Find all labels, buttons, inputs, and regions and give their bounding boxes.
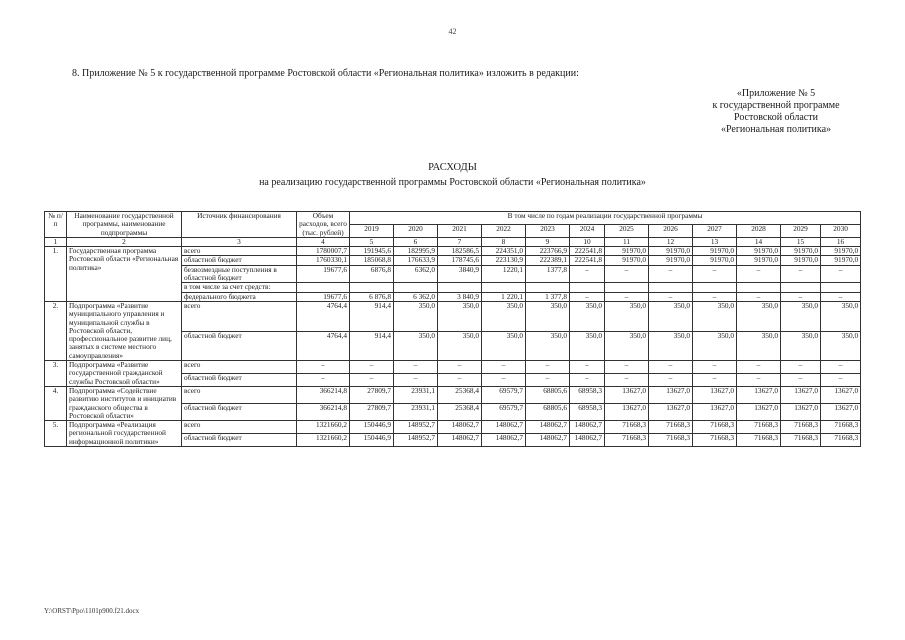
funding-source: областной бюджет	[182, 331, 297, 361]
year-value: 148952,7	[394, 434, 438, 447]
year-value: 68958,3	[570, 386, 605, 403]
year-value: 350,0	[781, 331, 821, 361]
year-value: 6876,8	[350, 265, 394, 283]
column-number: 13	[693, 237, 737, 246]
year-value: –	[605, 292, 649, 301]
year-value: 91970,0	[821, 256, 861, 265]
total-value: –	[297, 361, 350, 374]
program-number: 5.	[45, 421, 67, 447]
program-name: Подпрограмма «Развитие муниципального управления и муниципальной службы в Ростовской области, профессиональное развитие лиц, занятых в системе местного самоуправления»	[67, 301, 182, 360]
year-value	[649, 283, 693, 292]
year-value: –	[649, 373, 693, 386]
year-value: –	[649, 292, 693, 301]
year-value: 71668,3	[737, 434, 781, 447]
header-year: 2025	[605, 224, 649, 237]
column-number: 5	[350, 237, 394, 246]
year-value: –	[482, 373, 526, 386]
year-value	[821, 283, 861, 292]
year-value: 13627,0	[737, 386, 781, 403]
year-value: –	[438, 361, 482, 374]
year-value: 69579,7	[482, 404, 526, 421]
total-value	[297, 283, 350, 292]
column-number: 12	[649, 237, 693, 246]
column-number: 3	[182, 237, 297, 246]
year-value: –	[649, 265, 693, 283]
column-number: 8	[482, 237, 526, 246]
year-value	[737, 283, 781, 292]
year-value: –	[350, 373, 394, 386]
funding-source: всего	[182, 301, 297, 331]
year-value: 350,0	[649, 301, 693, 331]
year-value: 27809,7	[350, 404, 394, 421]
year-value: 148062,7	[482, 434, 526, 447]
header-volume: Объем расходов, всего (тыс. рублей)	[297, 212, 350, 238]
header-year: 2020	[394, 224, 438, 237]
total-value: 1321660,2	[297, 421, 350, 434]
program-name: Подпрограмма «Развитие государственной гражданской службы Ростовской области»	[67, 361, 182, 387]
year-value: 350,0	[693, 331, 737, 361]
intro-text: 8. Приложение № 5 к государственной программе Ростовской области «Региональная политика» изложить в редакции:	[72, 68, 579, 79]
funding-source: всего	[182, 386, 297, 403]
year-value: 71668,3	[605, 421, 649, 434]
column-number: 6	[394, 237, 438, 246]
year-value: 223130,9	[482, 256, 526, 265]
year-value: –	[781, 361, 821, 374]
year-value: 150446,9	[350, 434, 394, 447]
year-value: 13627,0	[605, 386, 649, 403]
year-value: 222541,8	[570, 247, 605, 256]
year-value: –	[821, 373, 861, 386]
year-value: 25368,4	[438, 386, 482, 403]
column-number: 4	[297, 237, 350, 246]
year-value: 25368,4	[438, 404, 482, 421]
year-value: 148062,7	[482, 421, 526, 434]
table-row	[45, 361, 861, 374]
program-name: Государственная программа Ростовской области «Региональная политика»	[67, 247, 182, 302]
year-value: 71668,3	[693, 421, 737, 434]
year-value: 13627,0	[693, 386, 737, 403]
column-number: 15	[781, 237, 821, 246]
appendix-line-4: «Региональная политика»	[720, 124, 832, 135]
year-value: 223766,9	[526, 247, 570, 256]
year-value: 91970,0	[649, 247, 693, 256]
year-value: 13627,0	[737, 404, 781, 421]
document-heading: РАСХОДЫ	[428, 162, 477, 173]
year-value: –	[526, 361, 570, 374]
year-value: –	[526, 373, 570, 386]
year-value: 350,0	[394, 301, 438, 331]
funding-source: в том числе за счет средств:	[182, 283, 297, 292]
table-row	[45, 421, 861, 434]
header-year: 2024	[570, 224, 605, 237]
year-value	[605, 283, 649, 292]
year-value: 3840,9	[438, 265, 482, 283]
year-value: 350,0	[570, 301, 605, 331]
funding-source: областной бюджет	[182, 256, 297, 265]
header-year: 2019	[350, 224, 394, 237]
year-value: 350,0	[605, 301, 649, 331]
year-value: 6 876,8	[350, 292, 394, 301]
year-value: 13627,0	[649, 404, 693, 421]
program-number: 1.	[45, 247, 67, 302]
total-value: 4764,4	[297, 301, 350, 331]
header-year: 2021	[438, 224, 482, 237]
year-value: 91970,0	[605, 256, 649, 265]
year-value: 148062,7	[570, 421, 605, 434]
year-value: 68805,6	[526, 404, 570, 421]
page-number: 42	[448, 27, 457, 36]
year-value: 1 377,8	[526, 292, 570, 301]
year-value: –	[394, 373, 438, 386]
year-value: 68805,6	[526, 386, 570, 403]
year-value: 68958,3	[570, 404, 605, 421]
year-value: 350,0	[693, 301, 737, 331]
year-value: 71668,3	[781, 421, 821, 434]
year-value: 71668,3	[605, 434, 649, 447]
year-value: 148062,7	[526, 434, 570, 447]
year-value: 176633,9	[394, 256, 438, 265]
column-number: 2	[67, 237, 182, 246]
year-value: 1377,8	[526, 265, 570, 283]
year-value: 91970,0	[821, 247, 861, 256]
year-value: 91970,0	[737, 256, 781, 265]
year-value: 91970,0	[605, 247, 649, 256]
year-value: 71668,3	[649, 434, 693, 447]
year-value: 350,0	[482, 331, 526, 361]
year-value: 350,0	[438, 331, 482, 361]
year-value: 13627,0	[781, 386, 821, 403]
year-value: 91970,0	[649, 256, 693, 265]
funding-source: федерального бюджета	[182, 292, 297, 301]
header-source: Источник финансирования	[182, 212, 297, 238]
column-number: 11	[605, 237, 649, 246]
year-value: 23931,1	[394, 404, 438, 421]
expenses-table	[44, 211, 861, 447]
year-value: –	[605, 361, 649, 374]
year-value	[570, 283, 605, 292]
year-value: 13627,0	[781, 404, 821, 421]
year-value: –	[605, 373, 649, 386]
year-value: –	[570, 373, 605, 386]
year-value: 6362,0	[394, 265, 438, 283]
year-value: –	[781, 265, 821, 283]
year-value: –	[570, 292, 605, 301]
year-value: 914,4	[350, 331, 394, 361]
year-value: 222541,8	[570, 256, 605, 265]
year-value: 148062,7	[438, 434, 482, 447]
year-value: 1220,1	[482, 265, 526, 283]
header-year: 2028	[737, 224, 781, 237]
year-value: –	[693, 292, 737, 301]
year-value: 350,0	[605, 331, 649, 361]
year-value: –	[570, 265, 605, 283]
year-value: 350,0	[821, 331, 861, 361]
column-numbers-row	[45, 237, 861, 246]
year-value: 191945,6	[350, 247, 394, 256]
header-year: 2027	[693, 224, 737, 237]
year-value: 148062,7	[438, 421, 482, 434]
header-year: 2022	[482, 224, 526, 237]
funding-source: областной бюджет	[182, 434, 297, 447]
year-value: 148062,7	[570, 434, 605, 447]
year-value: 182586,5	[438, 247, 482, 256]
total-value: 1780007,7	[297, 247, 350, 256]
year-value: 71668,3	[693, 434, 737, 447]
funding-source: областной бюджет	[182, 373, 297, 386]
appendix-line-2: к государственной программе	[712, 100, 840, 111]
year-value: 222389,1	[526, 256, 570, 265]
year-value: –	[781, 292, 821, 301]
header-year: 2026	[649, 224, 693, 237]
table-header-row	[45, 212, 861, 225]
year-value: 71668,3	[649, 421, 693, 434]
year-value: –	[821, 361, 861, 374]
header-name: Наименование государственной программы, наименование подпрограммы	[67, 212, 182, 238]
year-value	[526, 283, 570, 292]
year-value	[350, 283, 394, 292]
year-value: 71668,3	[781, 434, 821, 447]
funding-source: всего	[182, 421, 297, 434]
appendix-line-1: «Приложение № 5	[736, 88, 816, 99]
total-value: 4764,4	[297, 331, 350, 361]
total-value: –	[297, 373, 350, 386]
column-number: 7	[438, 237, 482, 246]
table-row	[45, 301, 861, 331]
year-value: 350,0	[737, 301, 781, 331]
table-row	[45, 247, 861, 256]
total-value: 19677,6	[297, 265, 350, 283]
year-value: 350,0	[737, 331, 781, 361]
year-value	[438, 283, 482, 292]
appendix-line-3: Ростовской области	[734, 112, 818, 123]
year-value: 91970,0	[693, 256, 737, 265]
year-value: 350,0	[570, 331, 605, 361]
year-value: –	[350, 361, 394, 374]
funding-source: всего	[182, 247, 297, 256]
year-value	[482, 283, 526, 292]
year-value: 69579,7	[482, 386, 526, 403]
year-value: 350,0	[781, 301, 821, 331]
year-value: 13627,0	[605, 404, 649, 421]
column-number: 14	[737, 237, 781, 246]
header-year: 2029	[781, 224, 821, 237]
header-year: 2030	[821, 224, 861, 237]
year-value: 6 362,0	[394, 292, 438, 301]
year-value: 350,0	[526, 301, 570, 331]
total-value: 19677,6	[297, 292, 350, 301]
year-value: 148952,7	[394, 421, 438, 434]
program-number: 2.	[45, 301, 67, 360]
year-value: 91970,0	[781, 247, 821, 256]
year-value: 71668,3	[821, 421, 861, 434]
funding-source: областной бюджет	[182, 404, 297, 421]
year-value: 350,0	[526, 331, 570, 361]
year-value: 350,0	[394, 331, 438, 361]
year-value: 350,0	[821, 301, 861, 331]
year-value: –	[693, 373, 737, 386]
funding-source: безвозмездные поступления в областной бюджет	[182, 265, 297, 283]
year-value: 91970,0	[781, 256, 821, 265]
year-value	[693, 283, 737, 292]
total-value: 1321660,2	[297, 434, 350, 447]
year-value: 914,4	[350, 301, 394, 331]
year-value: –	[737, 373, 781, 386]
total-value: 1760330,1	[297, 256, 350, 265]
table-row	[45, 386, 861, 403]
program-name: Подпрограмма «Содействие развитию институтов и инициатив гражданского общества в Ростовской области»	[67, 386, 182, 420]
year-value: –	[821, 292, 861, 301]
year-value: 150446,9	[350, 421, 394, 434]
column-number: 1	[45, 237, 67, 246]
year-value: 148062,7	[526, 421, 570, 434]
column-number: 10	[570, 237, 605, 246]
year-value: 1 220,1	[482, 292, 526, 301]
year-value: 91970,0	[693, 247, 737, 256]
year-value: –	[482, 361, 526, 374]
year-value: 3 840,9	[438, 292, 482, 301]
year-value: –	[693, 265, 737, 283]
year-value: –	[737, 265, 781, 283]
year-value: –	[737, 361, 781, 374]
funding-source: всего	[182, 361, 297, 374]
year-value: 178745,6	[438, 256, 482, 265]
year-value: 224351,0	[482, 247, 526, 256]
year-value: 350,0	[438, 301, 482, 331]
year-value: –	[737, 292, 781, 301]
program-number: 4.	[45, 386, 67, 420]
column-number: 9	[526, 237, 570, 246]
year-value: –	[649, 361, 693, 374]
total-value: 366214,8	[297, 404, 350, 421]
header-years-group: В том числе по годам реализации государственной программы	[350, 212, 861, 225]
total-value: 366214,8	[297, 386, 350, 403]
year-value: –	[781, 373, 821, 386]
year-value: 27809,7	[350, 386, 394, 403]
year-value	[394, 283, 438, 292]
document-subheading: на реализацию государственной программы Ростовской области «Региональная политика»	[259, 177, 646, 188]
year-value: –	[438, 373, 482, 386]
year-value: –	[394, 361, 438, 374]
year-value: 185068,8	[350, 256, 394, 265]
year-value: 13627,0	[693, 404, 737, 421]
year-value: 13627,0	[821, 386, 861, 403]
year-value: 350,0	[482, 301, 526, 331]
header-num: № п/п	[45, 212, 67, 238]
program-number: 3.	[45, 361, 67, 387]
year-value: 71668,3	[821, 434, 861, 447]
header-year: 2023	[526, 224, 570, 237]
year-value: 182995,9	[394, 247, 438, 256]
year-value: 13627,0	[821, 404, 861, 421]
year-value: 71668,3	[737, 421, 781, 434]
year-value: 350,0	[649, 331, 693, 361]
file-path-footer: Y:\ORST\Ppo\1101p900.f21.docx	[44, 607, 140, 615]
program-name: Подпрограмма «Реализация региональной государственной информационной политики»	[67, 421, 182, 447]
year-value: 91970,0	[737, 247, 781, 256]
column-number: 16	[821, 237, 861, 246]
year-value: –	[693, 361, 737, 374]
year-value: 23931,1	[394, 386, 438, 403]
year-value: –	[605, 265, 649, 283]
year-value	[781, 283, 821, 292]
year-value: –	[570, 361, 605, 374]
year-value: –	[821, 265, 861, 283]
year-value: 13627,0	[649, 386, 693, 403]
